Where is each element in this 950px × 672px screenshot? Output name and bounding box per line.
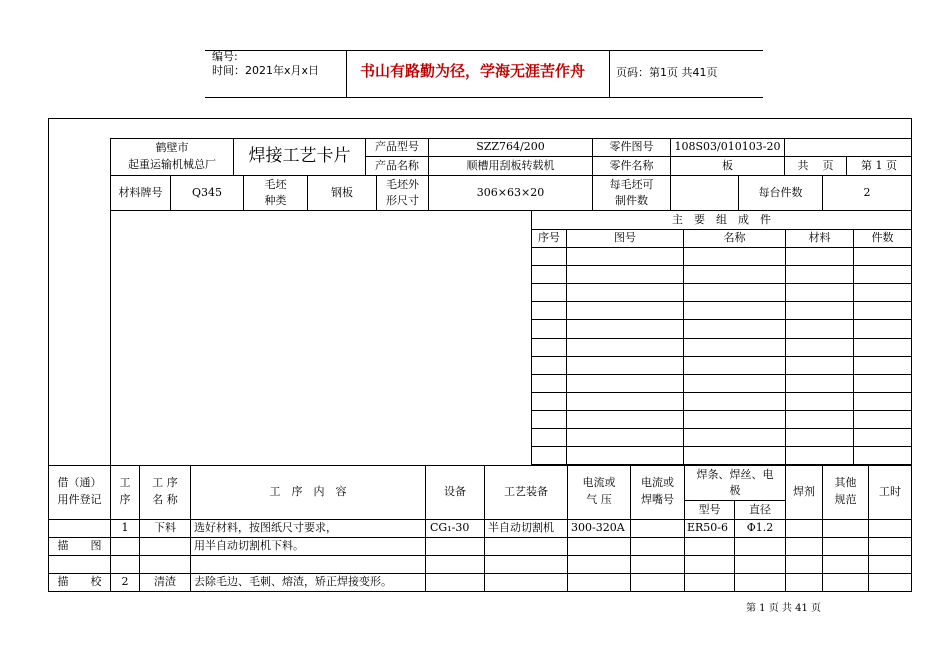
col-flux: 焊剂 [793, 485, 815, 498]
row-diameter: Φ1.2 [746, 521, 774, 534]
col-equipment: 设备 [444, 485, 466, 498]
components-col-line [683, 229, 684, 465]
product-model-label: 产品型号 [375, 140, 419, 153]
col-borrow-2: 用件登记 [57, 493, 102, 506]
components-header-drawing: 图号 [614, 231, 636, 244]
components-col-line [785, 229, 786, 465]
product-name-label: 产品名称 [375, 159, 419, 172]
components-row-line [531, 428, 912, 429]
row-left-label: 描 图 [57, 539, 102, 552]
row-name: 下料 [154, 521, 176, 534]
components-header-name: 名称 [723, 231, 746, 244]
page-info: 页码：第1页 共41页 [616, 66, 718, 79]
material-label: 材料牌号 [118, 186, 163, 199]
components-row-line [531, 446, 912, 447]
product-name-value: 顺槽用刮板转载机 [466, 159, 555, 172]
row-left-label: 描 校 [57, 575, 102, 588]
company-line1: 鹤壁市 [155, 141, 189, 154]
components-col-line [853, 229, 854, 465]
col-electrode-2: 极 [729, 484, 741, 497]
per-blank-label-1: 每毛坯可 [609, 178, 654, 191]
part-drawing-value: 108S03/010103-20 [674, 140, 781, 153]
col-borrow-1: 借（通） [57, 476, 102, 489]
part-name-value: 板 [722, 159, 733, 172]
row-name: 清渣 [154, 575, 176, 588]
col-current-2: 气 压 [586, 493, 612, 506]
col-other-2: 规范 [834, 493, 857, 506]
components-row-line [531, 247, 912, 248]
components-col-line [566, 229, 567, 465]
page-label: 第 1 页 [861, 159, 897, 172]
total-pages-label: 共 页 [797, 159, 834, 172]
col-nozzle-1: 电流或 [641, 476, 674, 489]
col-nozzle-2: 焊嘴号 [641, 493, 674, 506]
components-header-material: 材料 [808, 231, 831, 244]
material-value: Q345 [191, 186, 222, 199]
company-line2: 起重运输机械总厂 [128, 158, 216, 171]
components-row-line [531, 265, 912, 266]
time-label: 时间：2021年x月x日 [212, 64, 320, 77]
blank-size-value: 306×63×20 [476, 186, 545, 199]
col-electrode-1: 焊条、焊丝、电 [696, 468, 774, 481]
row-equipment: CG₁-30 [430, 521, 470, 534]
footer-page: 第 1 页 共 41 页 [746, 603, 821, 614]
components-header-index: 序号 [538, 231, 560, 244]
components-row-line [531, 410, 912, 411]
product-model-value: SZZ764/200 [476, 140, 545, 153]
blank-type-value: 钢板 [331, 186, 353, 199]
col-time: 工时 [879, 485, 901, 498]
blank-size-label-2: 形尺寸 [386, 194, 419, 207]
per-blank-label-2: 制件数 [615, 194, 648, 207]
components-row-line [531, 319, 912, 320]
row-current: 300-320A [571, 521, 625, 534]
components-row-line [531, 338, 912, 339]
row-content: 用半自动切割机下料。 [194, 539, 304, 552]
row-step: 2 [121, 575, 129, 588]
col-other-1: 其他 [834, 476, 857, 489]
motto: 书山有路勤为径，学海无涯苦作舟 [360, 62, 586, 80]
col-stepname-1: 工 序 [152, 476, 178, 489]
per-unit-value: 2 [863, 186, 871, 199]
row-step: 1 [121, 521, 129, 534]
col-diameter: 直径 [749, 503, 771, 516]
components-row-line [531, 283, 912, 284]
row-content: 选好材料，按图纸尺寸要求， [194, 521, 337, 534]
blank-type-label-2: 种类 [264, 194, 287, 207]
per-unit-label: 每台件数 [758, 186, 803, 199]
col-stepname-2: 名 称 [152, 493, 178, 506]
blank-type-label-1: 毛坯 [264, 178, 287, 191]
components-title: 主 要 组 成 件 [672, 213, 771, 226]
number-label: 编号: [212, 50, 238, 63]
components-header-qty: 件数 [871, 231, 894, 244]
col-content: 工 序 内 容 [269, 485, 347, 498]
part-name-label: 零件名称 [609, 159, 654, 172]
row-tooling: 半自动切割机 [488, 521, 554, 534]
blank-size-label-1: 毛坯外 [386, 178, 419, 191]
row-model: ER50-6 [687, 521, 729, 534]
col-model: 型号 [698, 503, 721, 516]
card-title: 焊接工艺卡片 [248, 146, 351, 166]
components-row-line [531, 392, 912, 393]
part-drawing-label: 零件图号 [609, 140, 654, 153]
col-current-1: 电流或 [582, 476, 616, 489]
col-tooling: 工艺装备 [504, 485, 548, 498]
components-row-line [531, 301, 912, 302]
components-row-line [531, 356, 912, 357]
row-content: 去除毛边、毛刺、熔渣，矫正焊接变形。 [194, 575, 392, 588]
components-row-line [531, 374, 912, 375]
col-step-1: 工 [119, 476, 131, 489]
col-step-2: 序 [119, 493, 131, 506]
